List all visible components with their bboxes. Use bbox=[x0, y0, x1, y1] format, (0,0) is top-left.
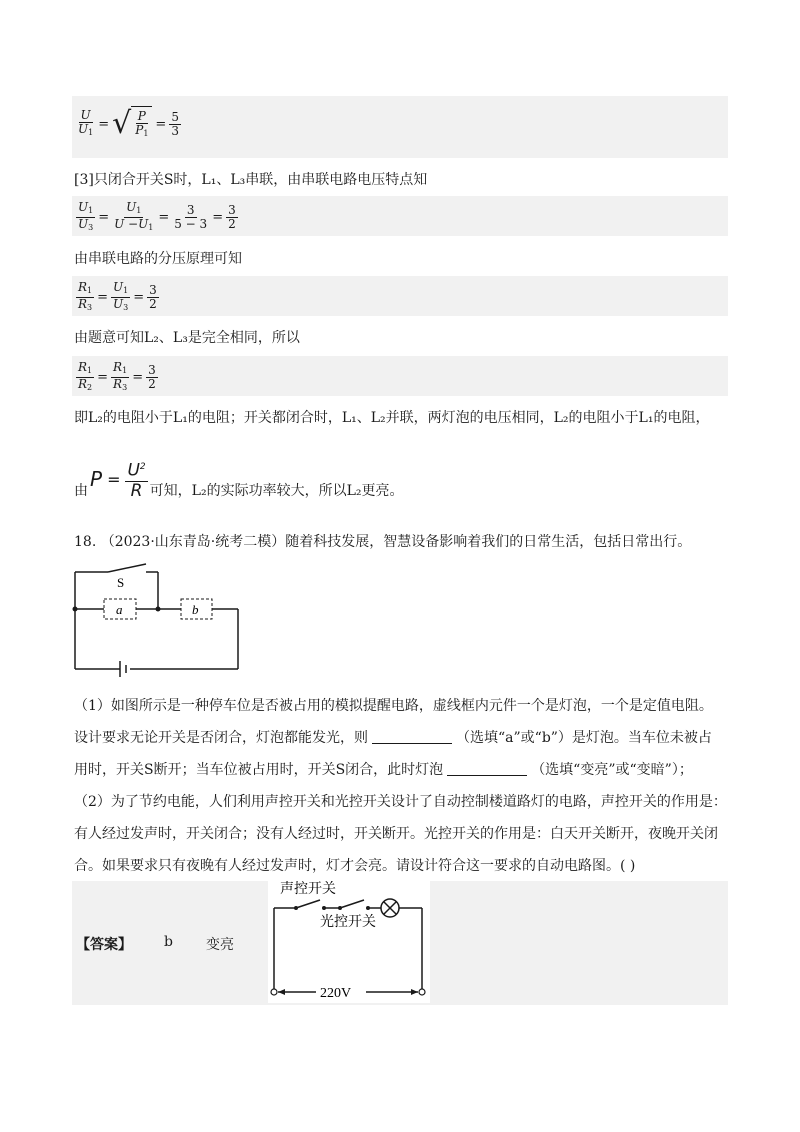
svg-text:a: a bbox=[116, 602, 123, 617]
lamp-circuit-diagram bbox=[268, 881, 430, 1003]
text-line: 由串联电路的分压原理可知 bbox=[74, 251, 242, 267]
formula-block-1: $\frac{U}{U_1}$ = √ $\frac{P}{P_1}$ = $\frac{5}{3}$ bbox=[72, 96, 728, 158]
text-line: 即L₂的电阻小于L₁的电阻；开关都闭合时，L₁、L₂并联，两灯泡的电压相同，L₂的电阻小于L₁的电阻， bbox=[74, 410, 710, 426]
answer-1: b bbox=[164, 934, 173, 950]
question-paragraph: （2）为了节约电能，人们利用声控开关和光控开关设计了自动控制楼道路灯的电路，声控开关的作用是： bbox=[74, 794, 727, 810]
text-line: [3]只闭合开关S时，L₁、L₃串联，由串联电路电压特点知 bbox=[74, 172, 428, 188]
answer-2: 变亮 bbox=[206, 937, 234, 953]
question-paragraph: 设计要求无论开关是否闭合，灯泡都能发光，则 （选填“a”或“b”）是灯泡。当车位未被占 bbox=[74, 730, 712, 746]
svg-text:光控开关: 光控开关 bbox=[320, 914, 376, 930]
svg-text:b: b bbox=[192, 602, 199, 617]
question-header: 18. （2023·山东青岛·统考二模）随着科技发展，智慧设备影响着我们的日常生活，包括日常出行。 bbox=[74, 534, 692, 550]
formula-block-2: $\frac{U_1}{U_3}$ = $\frac{U_1}{U -U_1}$ = $\frac{3}{5 - 3}$ = $\frac{3}{2}$ bbox=[72, 196, 728, 236]
svg-text:220V: 220V bbox=[320, 986, 352, 1001]
formula-block-4: $\frac{R_1}{R_2}$ = $\frac{R_1}{R_3}$ = $\frac{3}{2}$ bbox=[72, 356, 728, 396]
question-paragraph: 合。如果要求只有夜晚有人经过发声时，灯才会亮。请设计符合这一要求的自动电路图。( ) bbox=[74, 858, 636, 874]
answer-block bbox=[72, 881, 728, 1005]
power-formula-line: 由 P = $\frac{U^2}{R}$ 可知，L₂的实际功率较大，所以L₂更亮。 bbox=[74, 458, 403, 501]
answer-blank[interactable] bbox=[372, 729, 452, 744]
question-paragraph: 用时，开关S断开；当车位被占用时，开关S闭合，此时灯泡 （选填“变亮”或“变暗”）； bbox=[74, 762, 693, 778]
svg-text:S: S bbox=[117, 575, 125, 590]
fraction: $\frac{U}{U_1}$ bbox=[78, 108, 94, 137]
square-root: √ $\frac{P}{P_1}$ bbox=[112, 106, 152, 142]
question-paragraph: 有人经过发声时，开关闭合；没有人经过时，开关断开。光控开关的作用是：白天开关断开，夜晚开关闭 bbox=[74, 826, 718, 842]
parking-circuit-diagram bbox=[66, 562, 246, 677]
svg-text:声控开关: 声控开关 bbox=[280, 881, 336, 897]
text-line: 由题意可知L₂、L₃是完全相同，所以 bbox=[74, 330, 300, 346]
answer-label: 【答案】 bbox=[76, 937, 132, 953]
question-paragraph: （1）如图所示是一种停车位是否被占用的模拟提醒电路，虚线框内元件一个是灯泡，一个是定值电阻。 bbox=[74, 698, 713, 714]
formula-block-3: $\frac{R_1}{R_3}$ = $\frac{U_1}{U_3}$ = $\frac{3}{2}$ bbox=[72, 276, 728, 316]
answer-blank[interactable] bbox=[447, 761, 527, 776]
